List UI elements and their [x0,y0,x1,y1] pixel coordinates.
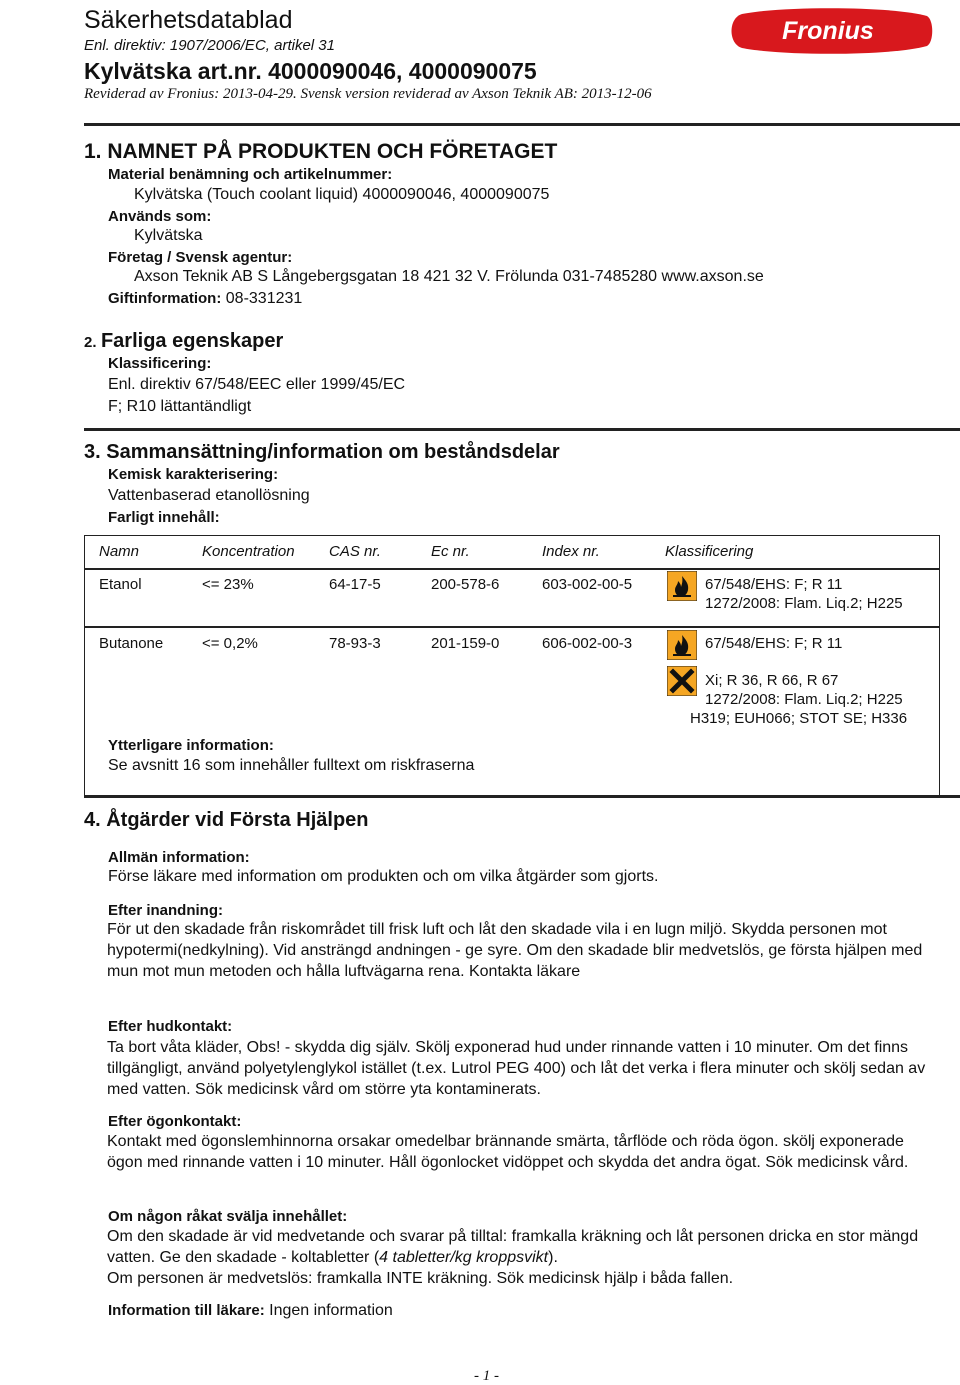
document-title: Säkerhetsdatablad [84,6,293,34]
section-3-heading: 3. Sammansättning/information om beståndsdelar [84,441,560,463]
row2-name: Butanone [99,635,164,652]
swallow-label: Om någon råkat svälja innehållet: [108,1208,348,1225]
eye-contact-label: Efter ögonkontakt: [108,1113,242,1130]
row2-class-1: 67/548/EHS: F; R 11 [705,635,843,652]
swallow-text [107,1226,927,1289]
col-cas: CAS nr. [329,543,381,560]
product-name: Kylvätska art.nr. 4000090046, 4000090075 [84,58,537,84]
section-3-divider [84,795,960,798]
row1-index: 603-002-00-5 [542,576,633,593]
swallow-text-c: Om personen är medvetslös: framkalla INTE kräkning. Sök medicinsk hjälp i båda fallen. [107,1270,734,1287]
chem-label: Kemisk karakterisering: [108,466,279,483]
material-label: Material benämning och artikelnummer: [108,166,393,183]
doctor-info [108,1302,393,1320]
directive-reference: Enl. direktiv: 1907/2006/EC, artikel 31 [84,37,335,54]
row2-cas: 78-93-3 [329,635,381,652]
inhalation-text: För ut den skadade från riskområdet till frisk luft och låt den skadade vila i en lugn miljö. Skydda personen mot hypotermi(nedkylning). Vid ansträngd andningen - ge syre. Om den skadade blir medvetslös, ge första hjälpen med mun mot mun metoden och hålla luftvägarna rena. Kontakta läkare [107,921,923,980]
inhalation-label: Efter inandning: [108,902,223,919]
row2-class-4: H319; EUH066; STOT SE; H336 [690,710,908,727]
swallow-text-b: ). [548,1249,558,1266]
classification-line-1: Enl. direktiv 67/548/EEC eller 1999/45/EC [108,376,406,393]
col-concentration: Koncentration [202,543,295,560]
section-2-heading [84,330,283,353]
section-2-divider [84,428,960,431]
table-row-divider [84,626,940,628]
fronius-logo [722,8,934,54]
row1-name: Etanol [99,576,142,593]
section-4-heading: 4. Åtgärder vid Första Hjälpen [84,809,369,831]
page-number: - 1 - [474,1368,499,1384]
classification-line-2: F; R10 lättantändligt [108,398,252,415]
logo-text: Fronius [782,17,874,45]
chem-value: Vattenbaserad etanollösning [108,487,310,504]
extra-info-value: Se avsnitt 16 som innehåller fulltext om riskfraserna [108,757,475,774]
poison-info [108,290,302,308]
material-value: Kylvätska (Touch coolant liquid) 4000090046, 4000090075 [134,186,550,203]
row1-cas: 64-17-5 [329,576,381,593]
col-name: Namn [99,543,140,560]
hazard-label: Farligt innehåll: [108,509,220,526]
general-info-label: Allmän information: [108,849,250,866]
flame-icon [667,630,697,660]
row1-class-2: 1272/2008: Flam. Liq.2; H225 [705,595,903,612]
row2-index: 606-002-00-3 [542,635,633,652]
used-as-value: Kylvätska [134,227,203,244]
row2-concentration: <= 0,2% [202,635,258,652]
poison-label: Giftinformation: [108,290,222,307]
extra-info-label: Ytterligare information: [108,737,274,754]
skin-contact-text: Ta bort våta kläder, Obs! - skydda dig själv. Skölj exponerad hud under rinnande vatten i 10 minuter. Om det finns tillgängligt, använd polyetylenglykol istället (t.ex. Lutrol PEG 400) och låt det verka i flera minuter och skölj sedan av med vatten. Sök medicinsk vård om större yta kontaminerats. [107,1039,926,1098]
section-2-number: 2. [84,334,97,351]
harmful-cross-icon [667,666,697,696]
company-label: Företag / Svensk agentur: [108,249,293,266]
general-info-text: Förse läkare med information om produkten och om vilka åtgärder som gjorts. [108,868,659,885]
doctor-info-label: Information till läkare: [108,1302,265,1319]
eye-contact-text: Kontakt med ögonslemhinnorna orsakar omedelbar brännande smärta, tårflöde och röda ögon. skölj exponerade ögon med rinnande vatten i 10 minuter. Håll ögonlocket vidöppet och skydda det andra ögat. Sök medicinsk vård. [107,1133,909,1171]
skin-contact-label: Efter hudkontakt: [108,1018,233,1035]
header-divider [84,123,960,126]
table-header-divider [84,568,940,570]
row1-concentration: <= 23% [202,576,254,593]
poison-value: 08-331231 [225,290,303,307]
classification-label: Klassificering: [108,355,212,372]
col-classification: Klassificering [665,543,754,560]
swallow-text-italic: 4 tabletter/kg kroppsvikt [379,1249,549,1266]
doctor-info-value: Ingen information [269,1302,393,1319]
flame-icon [667,571,697,601]
col-index: Index nr. [542,543,600,560]
row2-class-2: Xi; R 36, R 66, R 67 [705,672,839,689]
row2-class-3: 1272/2008: Flam. Liq.2; H225 [705,691,903,708]
company-value: Axson Teknik AB S Långebergsgatan 18 421 32 V. Frölunda 031-7485280 www.axson.se [134,268,764,285]
row2-ec: 201-159-0 [431,635,500,652]
section-2-title: Farliga egenskaper [100,330,284,352]
used-as-label: Används som: [108,208,212,225]
col-ec: Ec nr. [431,543,470,560]
section-1-heading: 1. NAMNET PÅ PRODUKTEN OCH FÖRETAGET [84,140,558,163]
row1-class-1: 67/548/EHS: F; R 11 [705,576,843,593]
revision-info: Reviderad av Fronius: 2013-04-29. Svensk version reviderad av Axson Teknik AB: 2013-12-06 [84,86,652,102]
row1-ec: 200-578-6 [431,576,500,593]
swallow-text-a: Om den skadade är vid medvetande och svarar på tilltal: framkalla kräkning och låt personen dricka en stor mängd vatten. Ge den skadade - koltabletter ( [107,1228,919,1266]
